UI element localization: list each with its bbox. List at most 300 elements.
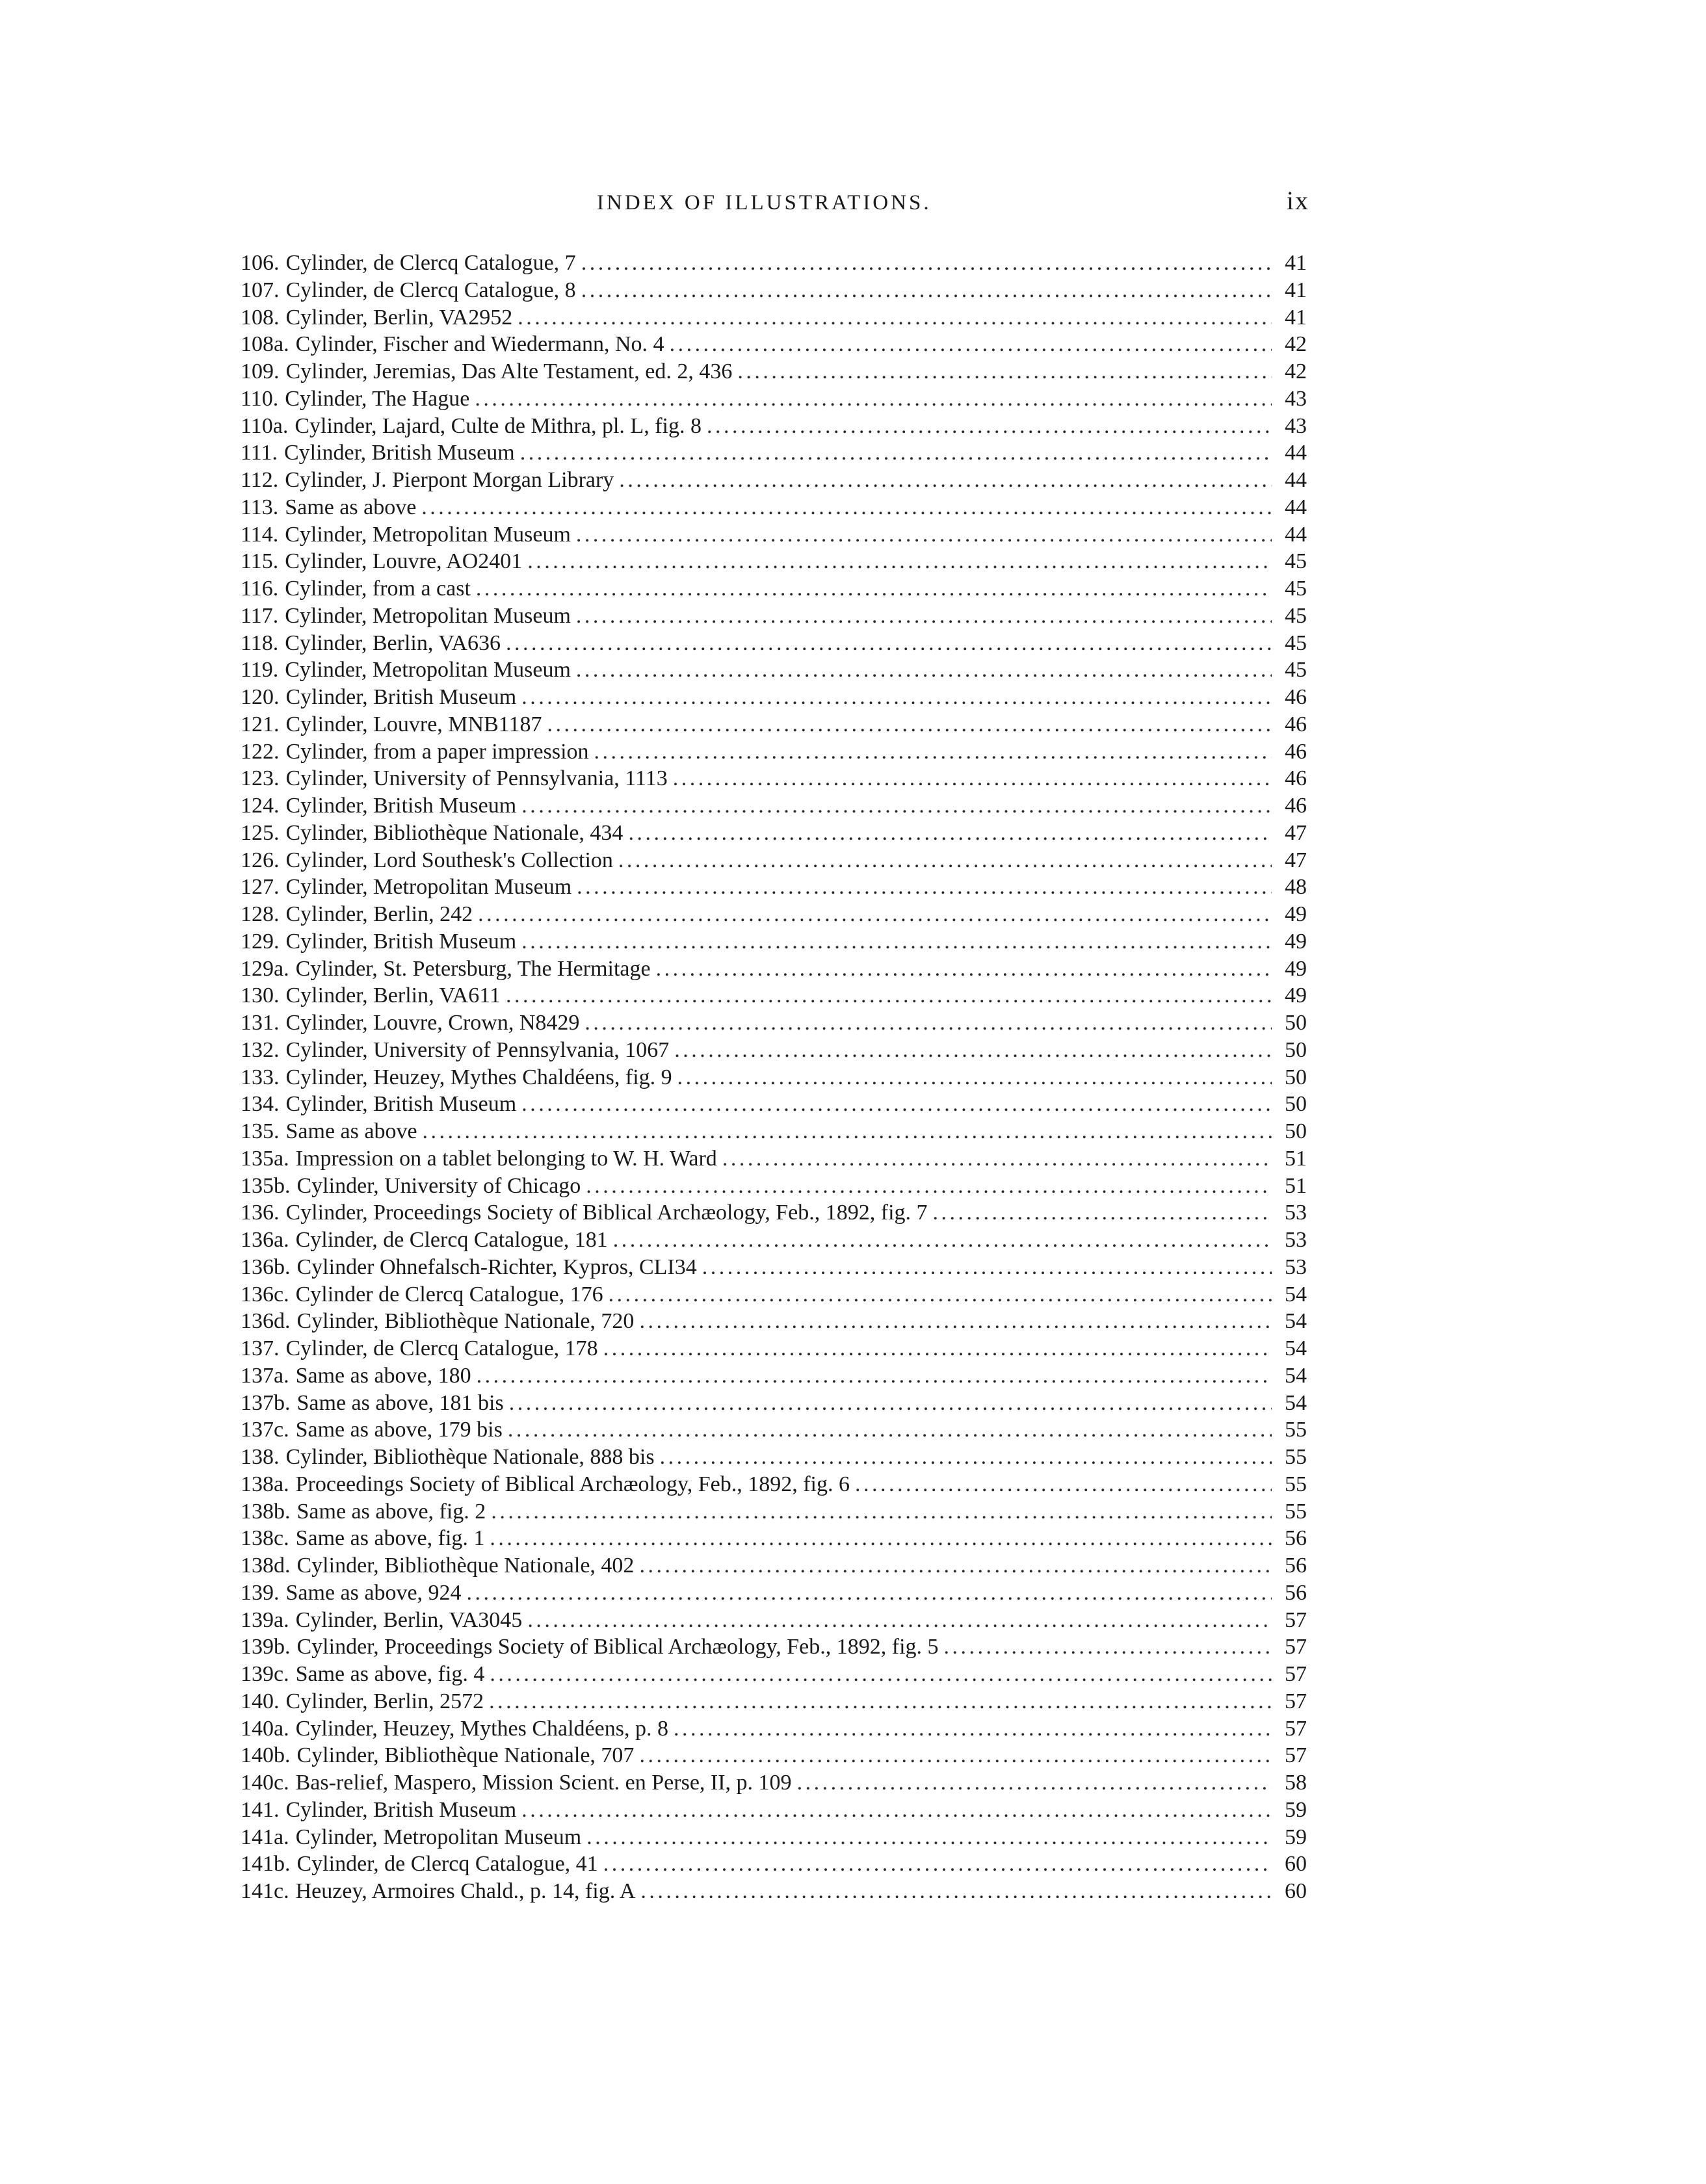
entry-number: 124.: [241, 794, 280, 818]
entry-number: 118.: [241, 630, 279, 655]
entry-title: Same as above: [285, 495, 417, 519]
dot-leader: [618, 847, 1272, 874]
entry-number: 117.: [241, 603, 279, 628]
dot-leader: [603, 1851, 1272, 1878]
entry-number: 138a.: [241, 1472, 289, 1496]
entry-page-number: 46: [1285, 739, 1307, 764]
entry-page-number: 50: [1285, 1011, 1307, 1035]
dot-leader: [527, 1607, 1272, 1634]
entry-number: 140a.: [241, 1716, 289, 1741]
dot-leader: [476, 575, 1272, 603]
entry-page-number: 44: [1285, 441, 1307, 465]
entry-title: Cylinder, from a paper impression: [285, 739, 589, 764]
dot-leader: [491, 1498, 1272, 1526]
entry-title: Same as above, 181 bis: [296, 1390, 504, 1415]
index-list: [241, 250, 1307, 1905]
index-entry: [241, 1254, 1307, 1281]
dot-leader: [707, 413, 1272, 440]
entry-page-number: 53: [1285, 1254, 1307, 1279]
index-entry: [241, 1498, 1307, 1526]
dot-leader: [656, 956, 1272, 983]
index-entry: [241, 1064, 1307, 1091]
dot-leader: [722, 1145, 1272, 1173]
dot-leader: [584, 1009, 1272, 1037]
entry-number: 131.: [241, 1011, 280, 1035]
dot-leader: [639, 1742, 1272, 1769]
index-entry: [241, 1688, 1307, 1715]
entry-title: Cylinder, de Clercq Catalogue, 181: [295, 1228, 608, 1252]
entry-number: 127.: [241, 875, 280, 900]
dot-leader: [933, 1199, 1272, 1227]
entry-number: 139.: [241, 1580, 280, 1605]
entry-title: Cylinder, British Museum: [285, 794, 517, 818]
index-entry: [241, 792, 1307, 820]
entry-page-number: 46: [1285, 766, 1307, 791]
index-entry: [241, 630, 1307, 657]
dot-leader: [577, 874, 1272, 901]
entry-title: Cylinder, British Museum: [285, 1092, 517, 1117]
dot-leader: [639, 1552, 1272, 1580]
entry-title: Cylinder, J. Pierpont Morgan Library: [285, 468, 614, 492]
index-entry: [241, 1091, 1307, 1118]
index-entry: [241, 1851, 1307, 1878]
entry-title: Cylinder, Berlin, VA3045: [295, 1607, 523, 1632]
index-entry: [241, 1742, 1307, 1769]
entry-title: Cylinder, Jeremias, Das Alte Testament, ed. 2, 436: [285, 359, 733, 384]
entry-number: 140.: [241, 1689, 280, 1713]
dot-leader: [521, 928, 1272, 956]
entry-title: Cylinder, de Clercq Catalogue, 41: [296, 1852, 598, 1877]
entry-number: 141.: [241, 1797, 280, 1822]
entry-title: Cylinder, Bibliothèque Nationale, 434: [285, 820, 623, 845]
dot-leader: [520, 439, 1272, 467]
entry-title: Bas-relief, Maspero, Mission Scient. en Perse, II, p. 109: [295, 1771, 792, 1795]
entry-number: 128.: [241, 902, 280, 926]
entry-page-number: 41: [1285, 251, 1307, 275]
entry-number: 136a.: [241, 1228, 289, 1252]
entry-page-number: 59: [1285, 1825, 1307, 1849]
entry-number: 115.: [241, 549, 279, 574]
index-entry: [241, 1362, 1307, 1390]
page-number: ix: [1286, 186, 1309, 215]
index-entry: [241, 1525, 1307, 1552]
entry-number: 119.: [241, 658, 279, 682]
entry-number: 140c.: [241, 1771, 289, 1795]
entry-title: Cylinder Ohnefalsch-Richter, Kypros, CLI34: [296, 1254, 697, 1279]
dot-leader: [506, 630, 1272, 657]
entry-page-number: 53: [1285, 1201, 1307, 1225]
entry-number: 114.: [241, 522, 279, 547]
index-entry: [241, 711, 1307, 738]
index-entry: [241, 467, 1307, 494]
entry-title: Same as above, 924: [285, 1580, 462, 1605]
entry-number: 136.: [241, 1201, 280, 1225]
entry-number: 120.: [241, 685, 280, 709]
index-entry: [241, 1173, 1307, 1200]
entry-page-number: 57: [1285, 1607, 1307, 1632]
index-entry: [241, 1878, 1307, 1905]
entry-title: Cylinder, Metropolitan Museum: [285, 603, 571, 628]
entry-title: Cylinder, Bibliothèque Nationale, 402: [296, 1554, 635, 1578]
entry-number: 138b.: [241, 1499, 291, 1524]
entry-title: Cylinder, The Hague: [285, 386, 470, 411]
entry-title: Cylinder, Bibliothèque Nationale, 720: [296, 1309, 635, 1334]
entry-page-number: 44: [1285, 468, 1307, 492]
dot-leader: [475, 385, 1272, 413]
entry-title: Same as above, fig. 4: [295, 1662, 485, 1686]
entry-page-number: 45: [1285, 630, 1307, 655]
dot-leader: [628, 820, 1272, 847]
entry-title: Cylinder, University of Pennsylvania, 1113: [285, 766, 668, 791]
dot-leader: [527, 548, 1272, 575]
entry-page-number: 54: [1285, 1336, 1307, 1360]
entry-title: Cylinder de Clercq Catalogue, 176: [295, 1282, 603, 1306]
entry-page-number: 56: [1285, 1526, 1307, 1551]
dot-leader: [521, 1797, 1272, 1824]
entry-title: Heuzey, Armoires Chald., p. 14, fig. A: [295, 1879, 636, 1903]
index-entry: [241, 439, 1307, 467]
entry-number: 137.: [241, 1336, 280, 1360]
entry-page-number: 41: [1285, 305, 1307, 330]
dot-leader: [576, 521, 1272, 549]
entry-title: Same as above, 180: [295, 1363, 471, 1388]
entry-number: 140b.: [241, 1743, 291, 1768]
index-entry: [241, 1471, 1307, 1498]
entry-title: Same as above, fig. 1: [295, 1526, 485, 1551]
dot-leader: [660, 1444, 1272, 1471]
index-entry: [241, 1227, 1307, 1254]
index-entry: [241, 738, 1307, 766]
dot-leader: [518, 304, 1272, 332]
entry-number: 141c.: [241, 1879, 289, 1903]
dot-leader: [640, 1878, 1272, 1905]
dot-leader: [619, 467, 1272, 494]
entry-number: 132.: [241, 1037, 280, 1062]
dot-leader: [576, 603, 1272, 630]
index-entry: [241, 575, 1307, 603]
entry-number: 141b.: [241, 1852, 291, 1877]
dot-leader: [467, 1580, 1272, 1607]
entry-number: 125.: [241, 820, 280, 845]
dot-leader: [677, 1064, 1272, 1091]
entry-title: Cylinder, de Clercq Catalogue, 8: [285, 278, 576, 302]
dot-leader: [581, 277, 1272, 304]
dot-leader: [490, 1661, 1272, 1688]
entry-page-number: 49: [1285, 983, 1307, 1008]
entry-page-number: 51: [1285, 1146, 1307, 1171]
index-entry: [241, 1009, 1307, 1037]
entry-page-number: 55: [1285, 1445, 1307, 1469]
dot-leader: [603, 1335, 1272, 1362]
index-entry: [241, 548, 1307, 575]
entry-page-number: 41: [1285, 278, 1307, 302]
entry-page-number: 47: [1285, 848, 1307, 872]
entry-title: Cylinder, University of Pennsylvania, 1067: [285, 1037, 670, 1062]
entry-page-number: 57: [1285, 1662, 1307, 1686]
index-entry: [241, 385, 1307, 413]
entry-number: 107.: [241, 278, 280, 302]
entry-page-number: 46: [1285, 712, 1307, 736]
entry-page-number: 47: [1285, 820, 1307, 845]
running-head: INDEX OF ILLUSTRATIONS.: [597, 191, 932, 214]
entry-title: Cylinder, Heuzey, Mythes Chaldéens, p. 8: [295, 1716, 668, 1741]
entry-number: 139a.: [241, 1607, 289, 1632]
entry-page-number: 60: [1285, 1852, 1307, 1877]
entry-title: Cylinder, British Museum: [285, 1797, 517, 1822]
entry-page-number: 57: [1285, 1635, 1307, 1659]
index-entry: [241, 1335, 1307, 1362]
index-entry: [241, 1607, 1307, 1634]
entry-title: Cylinder, Louvre, Crown, N8429: [285, 1011, 580, 1035]
dot-leader: [423, 1118, 1272, 1145]
index-entry: [241, 1552, 1307, 1580]
index-entry: [241, 928, 1307, 956]
entry-page-number: 42: [1285, 332, 1307, 357]
entry-page-number: 45: [1285, 549, 1307, 574]
entry-title: Cylinder, Berlin, VA636: [285, 630, 501, 655]
entry-page-number: 44: [1285, 495, 1307, 519]
entry-page-number: 43: [1285, 386, 1307, 411]
entry-title: Same as above: [285, 1119, 417, 1143]
entry-number: 112.: [241, 468, 279, 492]
index-entry: [241, 603, 1307, 630]
dot-leader: [673, 765, 1272, 792]
dot-leader: [639, 1308, 1272, 1335]
entry-title: Cylinder, University of Chicago: [296, 1173, 581, 1198]
entry-number: 108a.: [241, 332, 289, 357]
entry-page-number: 55: [1285, 1499, 1307, 1524]
entry-number: 134.: [241, 1092, 280, 1117]
entry-page-number: 50: [1285, 1065, 1307, 1089]
entry-title: Cylinder, Louvre, AO2401: [285, 549, 523, 574]
entry-page-number: 54: [1285, 1390, 1307, 1415]
entry-page-number: 54: [1285, 1282, 1307, 1306]
dot-leader: [702, 1254, 1272, 1281]
dot-leader: [609, 1281, 1272, 1308]
entry-number: 126.: [241, 848, 280, 872]
entry-title: Cylinder, Proceedings Society of Biblical Archæology, Feb., 1892, fig. 5: [296, 1635, 939, 1659]
index-entry: [241, 956, 1307, 983]
entry-title: Same as above, 179 bis: [295, 1418, 503, 1442]
entry-title: Cylinder, Lajard, Culte de Mithra, pl. L, fig. 8: [295, 413, 702, 438]
entry-number: 129a.: [241, 956, 289, 981]
entry-title: Cylinder, Berlin, 242: [285, 902, 473, 926]
dot-leader: [521, 684, 1272, 711]
entry-page-number: 49: [1285, 956, 1307, 981]
index-entry: [241, 1199, 1307, 1227]
entry-number: 139c.: [241, 1662, 289, 1686]
index-entry: [241, 413, 1307, 440]
entry-number: 138d.: [241, 1554, 291, 1578]
entry-page-number: 59: [1285, 1797, 1307, 1822]
entry-title: Cylinder, Proceedings Society of Biblical Archæology, Feb., 1892, fig. 7: [285, 1201, 928, 1225]
entry-page-number: 55: [1285, 1418, 1307, 1442]
entry-number: 135a.: [241, 1146, 289, 1171]
entry-page-number: 51: [1285, 1173, 1307, 1198]
entry-number: 137a.: [241, 1363, 289, 1388]
index-entry: [241, 901, 1307, 928]
index-entry: [241, 1661, 1307, 1688]
index-entry: [241, 1580, 1307, 1607]
index-entry: [241, 765, 1307, 792]
dot-leader: [674, 1037, 1272, 1064]
entry-page-number: 55: [1285, 1472, 1307, 1496]
dot-leader: [586, 1173, 1272, 1200]
entry-title: Cylinder, Heuzey, Mythes Chaldéens, fig. 9: [285, 1065, 672, 1089]
index-entry: [241, 1308, 1307, 1335]
entry-title: Cylinder, British Museum: [285, 929, 517, 954]
entry-page-number: 53: [1285, 1228, 1307, 1252]
entry-number: 137c.: [241, 1418, 289, 1442]
index-entry: [241, 1118, 1307, 1145]
entry-number: 122.: [241, 739, 280, 764]
entry-page-number: 58: [1285, 1771, 1307, 1795]
entry-page-number: 43: [1285, 413, 1307, 438]
entry-title: Proceedings Society of Biblical Archæology, Feb., 1892, fig. 6: [295, 1472, 850, 1496]
entry-number: 129.: [241, 929, 280, 954]
index-entry: [241, 1715, 1307, 1743]
dot-leader: [944, 1633, 1272, 1661]
index-entry: [241, 1797, 1307, 1824]
index-entry: [241, 1390, 1307, 1417]
entry-number: 123.: [241, 766, 280, 791]
entry-title: Cylinder, from a cast: [285, 577, 471, 601]
dot-leader: [489, 1688, 1272, 1715]
entry-number: 113.: [241, 495, 279, 519]
entry-number: 130.: [241, 983, 280, 1008]
entry-title: Cylinder, Metropolitan Museum: [295, 1825, 582, 1849]
index-entry: [241, 358, 1307, 385]
dot-leader: [547, 711, 1272, 738]
entry-title: Cylinder, Metropolitan Museum: [285, 522, 571, 547]
entry-title: Cylinder, Fischer and Wiedermann, No. 4: [295, 332, 664, 357]
dot-leader: [855, 1471, 1272, 1498]
index-entry: [241, 874, 1307, 901]
dot-leader: [509, 1390, 1272, 1417]
index-entry: [241, 1824, 1307, 1851]
entry-title: Cylinder, British Museum: [283, 441, 515, 465]
index-entry: [241, 1145, 1307, 1173]
index-entry: [241, 277, 1307, 304]
entry-title: Cylinder, Louvre, MNB1187: [285, 712, 542, 736]
dot-leader: [421, 494, 1272, 521]
entry-page-number: 50: [1285, 1119, 1307, 1143]
entry-number: 135b.: [241, 1173, 291, 1198]
entry-page-number: 48: [1285, 875, 1307, 900]
entry-number: 136d.: [241, 1309, 291, 1334]
entry-title: Cylinder, Metropolitan Museum: [285, 875, 572, 900]
entry-title: Cylinder, Berlin, VA2952: [285, 305, 513, 330]
entry-number: 133.: [241, 1065, 280, 1089]
entry-title: Cylinder, Berlin, VA611: [285, 983, 501, 1008]
entry-page-number: 45: [1285, 603, 1307, 628]
dot-leader: [478, 901, 1272, 928]
entry-page-number: 57: [1285, 1689, 1307, 1713]
entry-number: 111.: [241, 441, 278, 465]
index-entry: [241, 1037, 1307, 1064]
entry-number: 108.: [241, 305, 280, 330]
entry-page-number: 56: [1285, 1554, 1307, 1578]
entry-title: Cylinder, de Clercq Catalogue, 178: [285, 1336, 598, 1360]
entry-title: Cylinder, Berlin, 2572: [285, 1689, 484, 1713]
entry-page-number: 46: [1285, 685, 1307, 709]
index-entry: [241, 1769, 1307, 1797]
entry-title: Cylinder, Metropolitan Museum: [285, 658, 571, 682]
entry-number: 137b.: [241, 1390, 291, 1415]
entry-title: Cylinder, Lord Southesk's Collection: [285, 848, 613, 872]
entry-page-number: 57: [1285, 1743, 1307, 1768]
entry-number: 110a.: [241, 413, 289, 438]
dot-leader: [670, 331, 1272, 358]
entry-page-number: 49: [1285, 902, 1307, 926]
entry-title: Cylinder, de Clercq Catalogue, 7: [285, 251, 576, 275]
entry-page-number: 56: [1285, 1580, 1307, 1605]
index-entry: [241, 1444, 1307, 1471]
dot-leader: [508, 1416, 1272, 1444]
dot-leader: [490, 1525, 1272, 1552]
dot-leader: [506, 982, 1272, 1009]
entry-title: Cylinder, Bibliothèque Nationale, 707: [296, 1743, 635, 1768]
index-entry: [241, 1416, 1307, 1444]
entry-page-number: 45: [1285, 658, 1307, 682]
entry-number: 136b.: [241, 1254, 291, 1279]
dot-leader: [477, 1362, 1272, 1390]
entry-number: 121.: [241, 712, 280, 736]
entry-page-number: 45: [1285, 577, 1307, 601]
entry-page-number: 44: [1285, 522, 1307, 547]
entry-number: 141a.: [241, 1825, 289, 1849]
dot-leader: [613, 1227, 1272, 1254]
index-entry: [241, 494, 1307, 521]
entry-page-number: 50: [1285, 1092, 1307, 1117]
dot-leader: [674, 1715, 1272, 1743]
entry-number: 139b.: [241, 1635, 291, 1659]
index-entry: [241, 656, 1307, 684]
dot-leader: [594, 738, 1272, 766]
entry-title: Cylinder, St. Petersburg, The Hermitage: [295, 956, 651, 981]
dot-leader: [521, 792, 1272, 820]
entry-page-number: 57: [1285, 1716, 1307, 1741]
index-entry: [241, 684, 1307, 711]
entry-page-number: 54: [1285, 1309, 1307, 1334]
index-entry: [241, 1281, 1307, 1308]
index-entry: [241, 982, 1307, 1009]
entry-number: 109.: [241, 359, 280, 384]
entry-page-number: 46: [1285, 794, 1307, 818]
entry-page-number: 50: [1285, 1037, 1307, 1062]
entry-number: 138c.: [241, 1526, 289, 1551]
entry-title: Same as above, fig. 2: [296, 1499, 486, 1524]
dot-leader: [797, 1769, 1272, 1797]
index-entry: [241, 250, 1307, 277]
entry-page-number: 54: [1285, 1363, 1307, 1388]
index-entry: [241, 331, 1307, 358]
entry-number: 116.: [241, 577, 279, 601]
entry-title: Impression on a tablet belonging to W. H. Ward: [295, 1146, 717, 1171]
entry-page-number: 60: [1285, 1879, 1307, 1903]
entry-number: 106.: [241, 251, 280, 275]
index-entry: [241, 521, 1307, 549]
dot-leader: [581, 250, 1272, 277]
dot-leader: [576, 656, 1272, 684]
index-entry: [241, 847, 1307, 874]
entry-page-number: 42: [1285, 359, 1307, 384]
index-entry: [241, 1633, 1307, 1661]
entry-page-number: 49: [1285, 929, 1307, 954]
entry-number: 110.: [241, 386, 279, 411]
entry-number: 135.: [241, 1119, 280, 1143]
entry-number: 136c.: [241, 1282, 289, 1306]
